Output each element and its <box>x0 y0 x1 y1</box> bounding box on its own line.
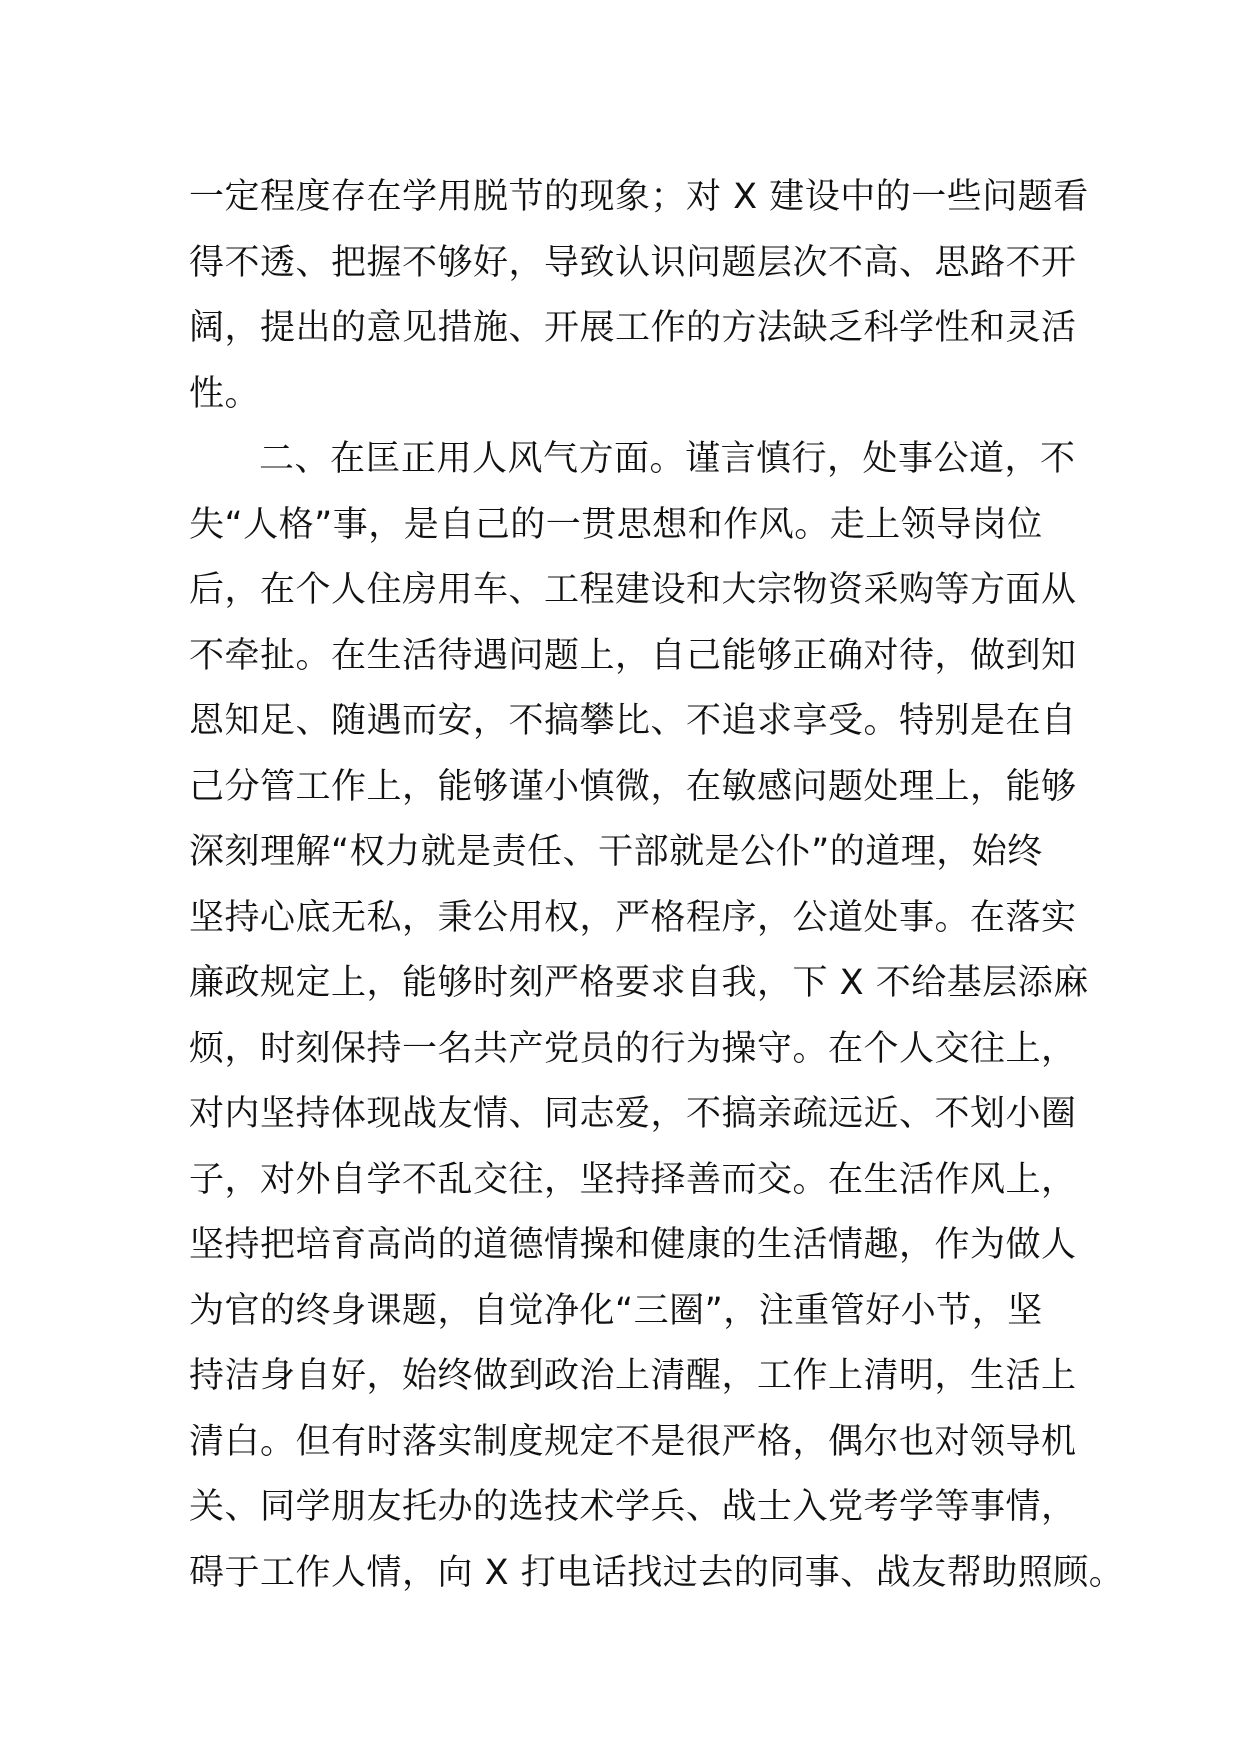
text-line: 坚持把培育高尚的道德情操和健康的生活情趣，作为做人 <box>189 1225 1077 1265</box>
text-line: 后，在个人住房用车、工程建设和大宗物资采购等方面从 <box>189 570 1077 610</box>
text-line: 持洁身自好，始终做到政治上清醒，工作上清明，生活上 <box>189 1356 1077 1396</box>
text-line: 坚持心底无私，秉公用权，严格程序，公道处事。在落实 <box>189 897 1077 938</box>
text-line: 烦，时刻保持一名共产党员的行为操守。在个人交往上， <box>189 1028 1077 1069</box>
body-text <box>189 165 1125 1606</box>
text-line: 性。 <box>189 373 261 414</box>
text-line: 失“人格”事，是自己的一贯思想和作风。走上领导岗位 <box>189 504 1043 545</box>
text-line: 一定程度存在学用脱节的现象；对 X 建设中的一些问题看 <box>189 177 1089 217</box>
text-line: 清白。但有时落实制度规定不是很严格，偶尔也对领导机 <box>189 1421 1077 1462</box>
text-line: 恩知足、随遇而安，不搞攀比、不追求享受。特别是在自 <box>189 701 1077 741</box>
text-line: 深刻理解“权力就是责任、干部就是公仆”的道理，始终 <box>189 832 1043 872</box>
text-line: 己分管工作上，能够谨小慎微，在敏感问题处理上，能够 <box>189 766 1077 807</box>
text-line: 阔，提出的意见措施、开展工作的方法缺乏科学性和灵活 <box>189 308 1077 348</box>
text-line: 碍于工作人情，向 X 打电话找过去的同事、战友帮助照顾。 <box>189 1552 1125 1593</box>
text-line: 得不透、把握不够好，导致认识问题层次不高、思路不开 <box>189 242 1077 283</box>
text-line: 关、同学朋友托办的选技术学兵、战士入党考学等事情， <box>189 1487 1077 1527</box>
text-line: 子，对外自学不乱交往，坚持择善而交。在生活作风上， <box>189 1159 1077 1200</box>
text-line: 对内坚持体现战友情、同志爱，不搞亲疏远近、不划小圈 <box>189 1094 1077 1134</box>
text-line: 廉政规定上，能够时刻严格要求自我，下 X 不给基层添麻 <box>189 963 1089 1003</box>
paragraph-start-line: 二、在匡正用人风气方面。谨言慎行，处事公道，不 <box>259 439 1076 479</box>
text-line: 不牵扯。在生活待遇问题上，自己能够正确对待，做到知 <box>189 635 1077 676</box>
text-line: 为官的终身课题，自觉净化“三圈”，注重管好小节，坚 <box>189 1290 1043 1331</box>
